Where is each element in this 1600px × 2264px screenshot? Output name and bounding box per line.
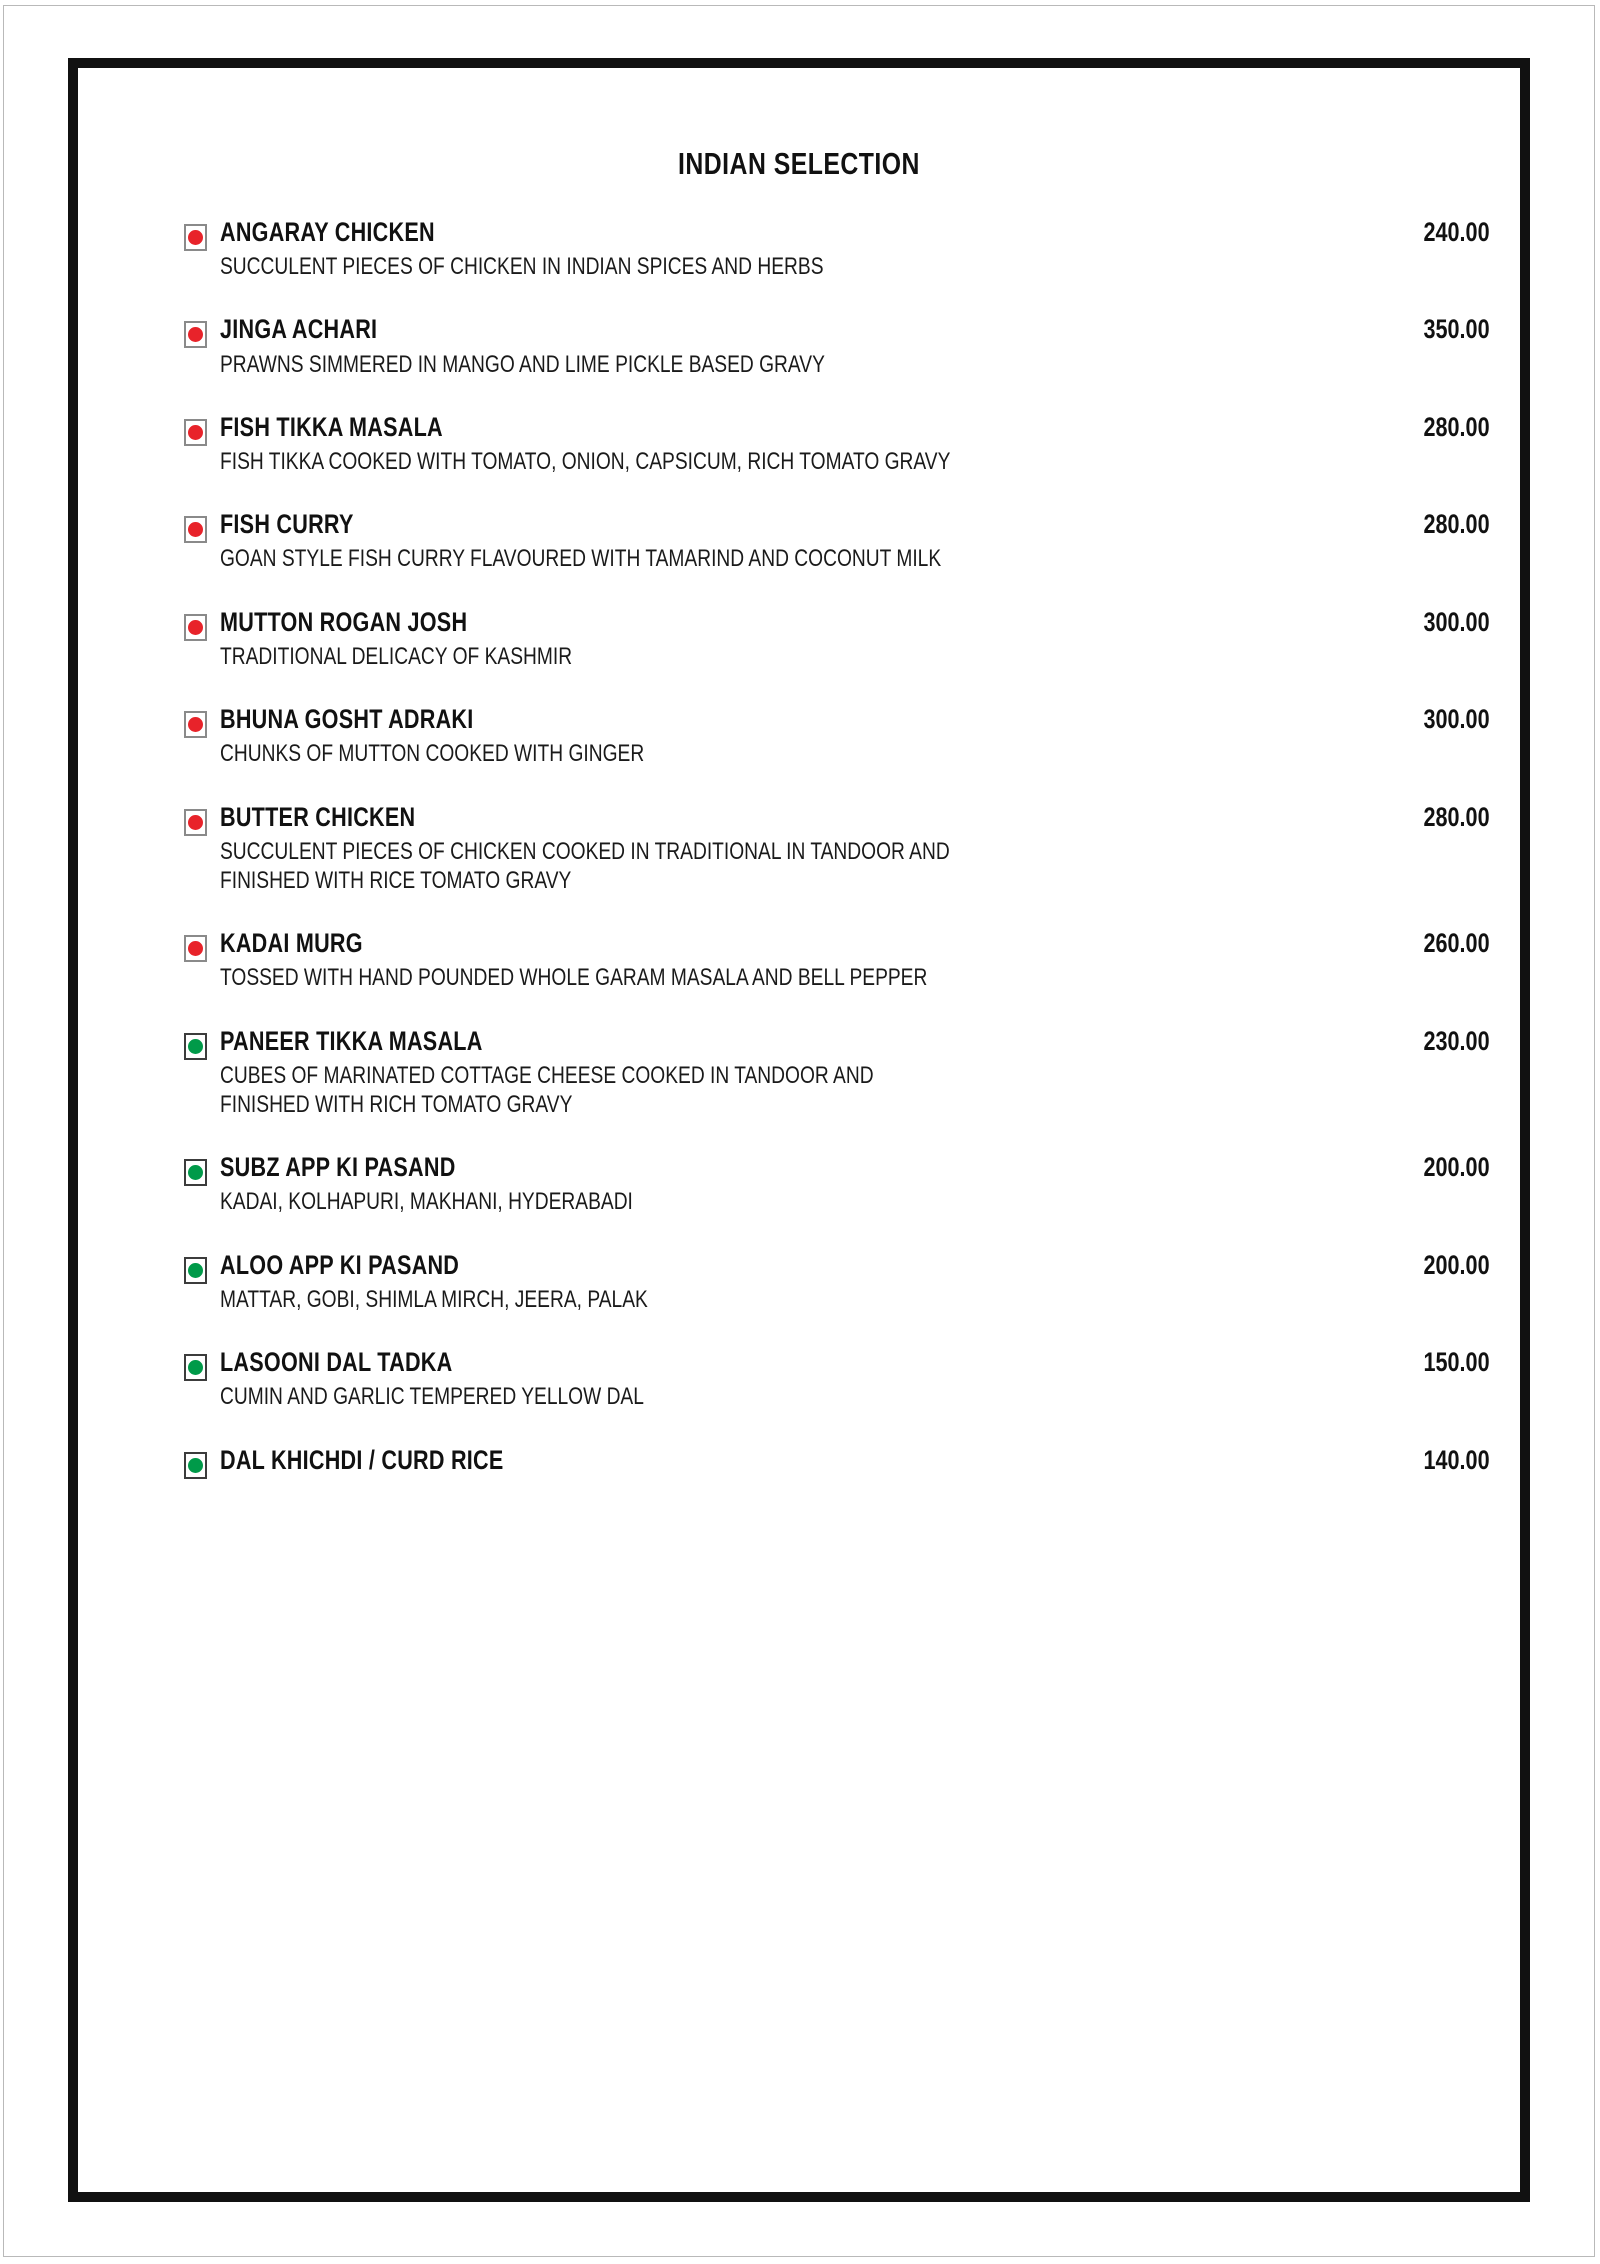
menu-item-description [220,1285,1236,1314]
menu-item-price: 260.00 [1423,928,1490,959]
menu-item-head [220,929,1490,958]
menu-item-price: 300.00 [1423,704,1490,735]
diet-dot [188,522,203,537]
menu-item-description-line: CUMIN AND GARLIC TEMPERED YELLOW DAL [220,1383,644,1411]
diet-dot [188,1165,203,1180]
menu-item[interactable] [128,1348,1490,1411]
menu-item-name: LASOONI DAL TADKA [220,1347,453,1378]
diet-dot [188,1360,203,1375]
menu-item-head [220,510,1490,539]
menu-item-name: ALOO APP KI PASAND [220,1249,460,1280]
menu-item-name: FISH CURRY [220,509,354,540]
veg-marker-icon [184,1033,207,1060]
menu-item-list [128,218,1490,1475]
menu-item-price: 280.00 [1423,509,1490,540]
menu-item[interactable] [128,608,1490,671]
menu-item-name: ANGARAY CHICKEN [220,217,435,247]
menu-item-description-line: TOSSED WITH HAND POUNDED WHOLE GARAM MASALA AND BELL PEPPER [220,964,928,992]
menu-item[interactable] [128,929,1490,992]
nonveg-marker-icon [184,809,207,836]
diet-dot [188,230,203,245]
menu-item-description [220,447,1236,476]
menu-item-description [220,837,1236,896]
menu-item[interactable] [128,510,1490,573]
nonveg-marker-icon [184,711,207,738]
menu-item-name: DAL KHICHDI / CURD RICE [220,1444,504,1475]
menu-item-description [220,963,1236,992]
menu-item[interactable] [128,1153,1490,1216]
menu-item-description-line: GOAN STYLE FISH CURRY FLAVOURED WITH TAMARIND AND COCONUT MILK [220,545,942,573]
nonveg-marker-icon [184,614,207,641]
diet-dot [188,815,203,830]
menu-item-price: 350.00 [1423,314,1490,345]
diet-dot [188,620,203,635]
menu-item-description [220,252,1236,281]
veg-marker-icon [184,1159,207,1186]
menu-item-name: SUBZ APP KI PASAND [220,1152,456,1183]
menu-item-price: 230.00 [1423,1025,1490,1056]
menu-item-description-line: SUCCULENT PIECES OF CHICKEN COOKED IN TRADITIONAL IN TANDOOR AND [220,837,950,865]
menu-frame-border [68,58,1530,2202]
menu-item-name: BUTTER CHICKEN [220,801,416,832]
menu-item-description-line: TRADITIONAL DELICACY OF KASHMIR [220,642,573,670]
diet-dot [188,1263,203,1278]
menu-item-description-line: KADAI, KOLHAPURI, MAKHANI, HYDERABADI [220,1188,633,1216]
menu-item-description-line: SUCCULENT PIECES OF CHICKEN IN INDIAN SPICES AND HERBS [220,253,824,281]
menu-item-description-line: FINISHED WITH RICH TOMATO GRAVY [220,1091,573,1119]
diet-dot [188,327,203,342]
diet-dot [188,1039,203,1054]
menu-item-description-line: MATTAR, GOBI, SHIMLA MIRCH, JEERA, PALAK [220,1285,648,1313]
menu-item-description-line: FISH TIKKA COOKED WITH TOMATO, ONION, CAPSICUM, RICH TOMATO GRAVY [220,448,951,475]
menu-item[interactable] [128,218,1490,281]
nonveg-marker-icon [184,224,207,251]
menu-item-head [220,1153,1490,1182]
menu-item-price: 280.00 [1423,801,1490,832]
menu-item[interactable] [128,1027,1490,1120]
menu-item-description [220,1187,1236,1216]
veg-marker-icon [184,1257,207,1284]
nonveg-marker-icon [184,419,207,446]
menu-item-description-line: FINISHED WITH RICE TOMATO GRAVY [220,866,572,894]
menu-item-description-line: PRAWNS SIMMERED IN MANGO AND LIME PICKLE BASED GRAVY [220,350,825,378]
menu-item-name: JINGA ACHARI [220,314,378,345]
menu-item-description [220,739,1236,768]
menu-item-description [220,1382,1236,1411]
menu-item[interactable] [128,705,1490,768]
menu-item-head [220,803,1490,832]
menu-item-description-line: CHUNKS OF MUTTON COOKED WITH GINGER [220,740,645,768]
menu-item-head [220,218,1490,247]
page-title: INDIAN SELECTION [678,146,920,181]
diet-dot [188,941,203,956]
nonveg-marker-icon [184,516,207,543]
menu-item-head [220,705,1490,734]
menu-item-head [220,315,1490,344]
menu-item-name: MUTTON ROGAN JOSH [220,606,468,637]
menu-item-name: KADAI MURG [220,928,363,959]
diet-dot [188,1458,203,1473]
menu-item[interactable] [128,1446,1490,1475]
veg-marker-icon [184,1354,207,1381]
nonveg-marker-icon [184,935,207,962]
menu-item-head [220,1251,1490,1280]
menu-item[interactable] [128,803,1490,896]
menu-item-description [220,1061,1236,1120]
menu-item-name: PANEER TIKKA MASALA [220,1025,483,1056]
veg-marker-icon [184,1452,207,1479]
menu-item-price: 200.00 [1423,1152,1490,1183]
menu-item-description [220,544,1236,573]
menu-item[interactable] [128,413,1490,476]
menu-item-description [220,350,1236,379]
menu-item-price: 150.00 [1423,1347,1490,1378]
menu-item-head [220,1027,1490,1056]
menu-item-price: 200.00 [1423,1249,1490,1280]
menu-item-description-line: CUBES OF MARINATED COTTAGE CHEESE COOKED IN TANDOOR AND [220,1061,874,1089]
menu-item-head [220,1446,1490,1475]
menu-item-head [220,608,1490,637]
menu-item-name: BHUNA GOSHT ADRAKI [220,704,474,735]
menu-item[interactable] [128,1251,1490,1314]
menu-item-price: 280.00 [1423,411,1490,442]
menu-item-head [220,413,1490,442]
menu-item-price: 240.00 [1423,217,1490,247]
diet-dot [188,425,203,440]
menu-item-head [220,1348,1490,1377]
nonveg-marker-icon [184,321,207,348]
diet-dot [188,717,203,732]
menu-item[interactable] [128,315,1490,378]
menu-item-name: FISH TIKKA MASALA [220,411,443,442]
menu-item-price: 300.00 [1423,606,1490,637]
menu-item-description [220,642,1236,671]
menu-item-price: 140.00 [1423,1444,1490,1475]
